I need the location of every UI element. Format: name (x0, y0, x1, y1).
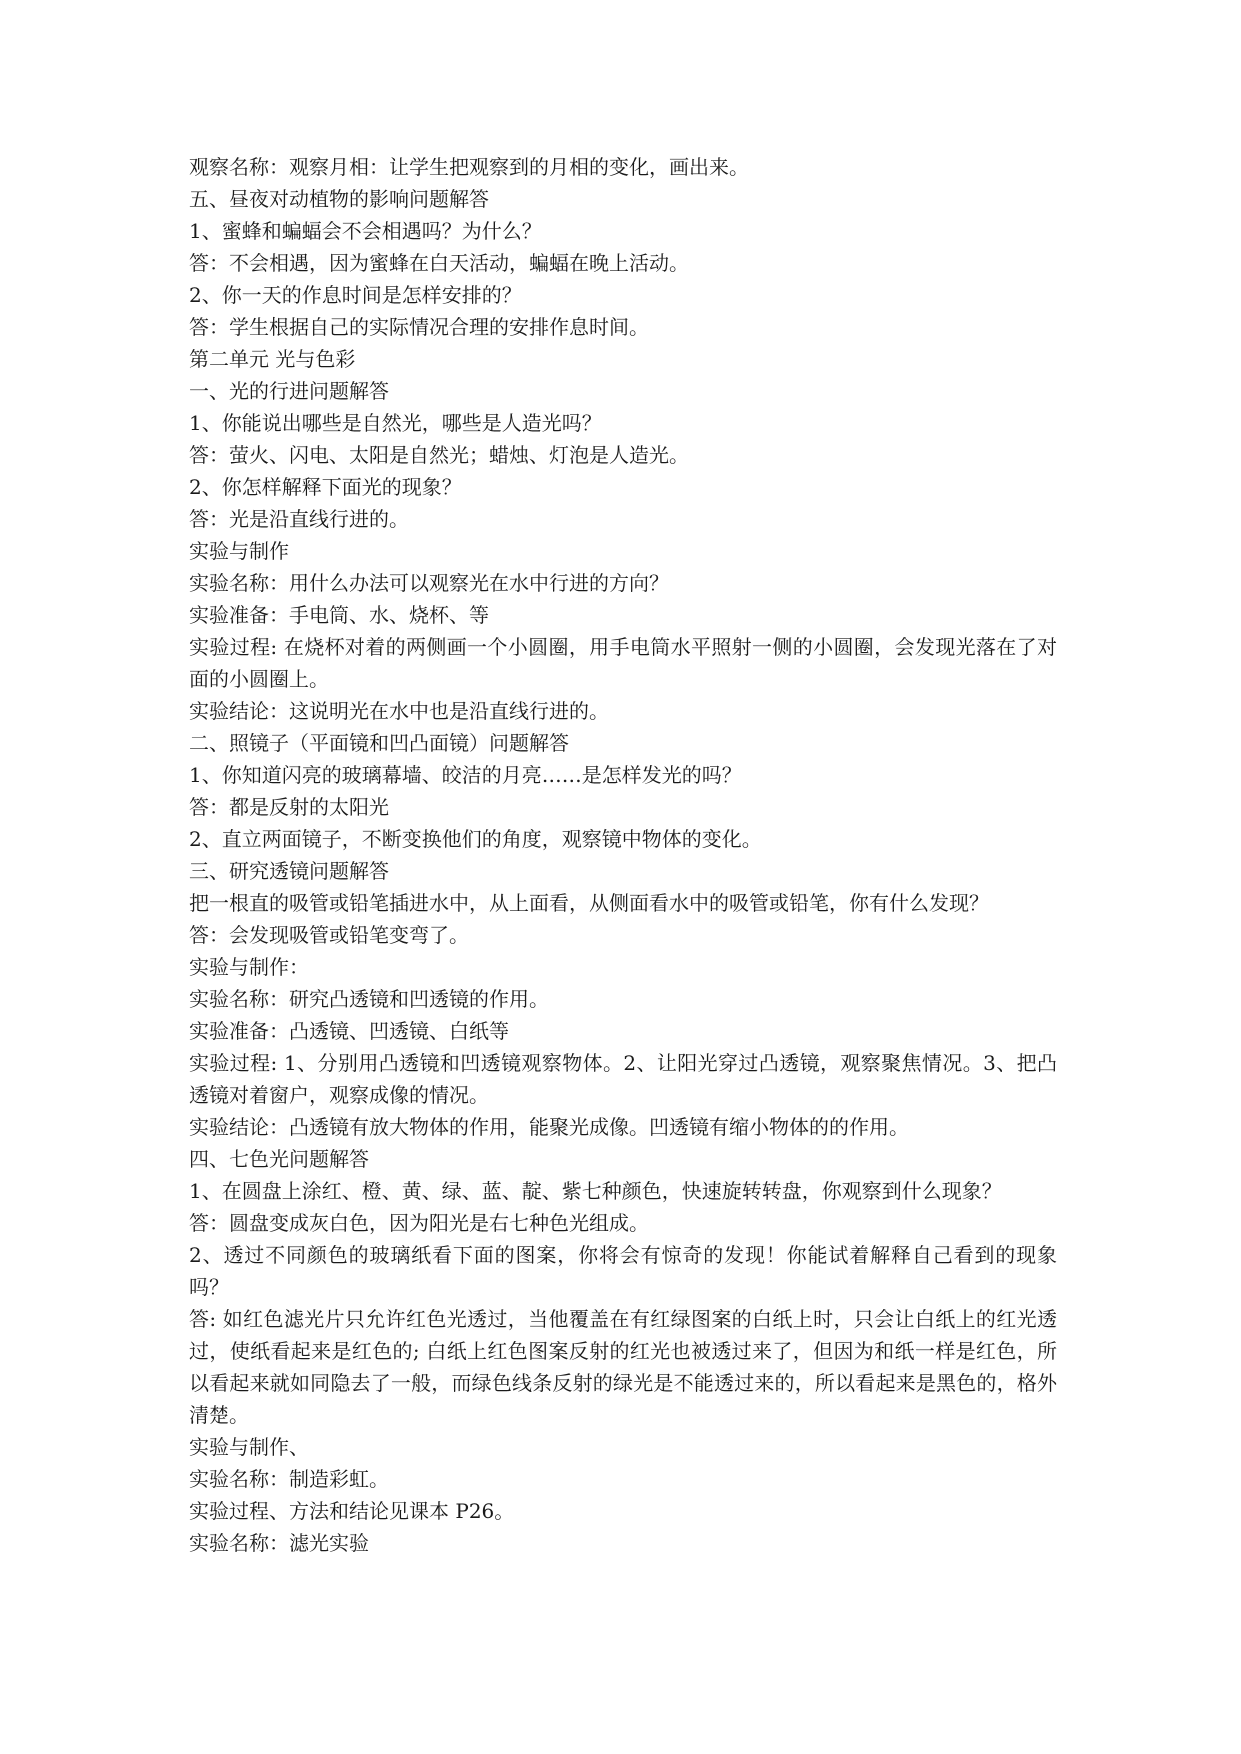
question-line: 把一根直的吸管或铅笔插进水中，从上面看，从侧面看水中的吸管或铅笔，你有什么发现？ (189, 891, 989, 915)
question-line: 2、你怎样解释下面光的现象？ (189, 475, 462, 499)
experiment-name: 实验名称：用什么办法可以观察光在水中行进的方向？ (189, 571, 669, 595)
text-line: 观察名称：观察月相：让学生把观察到的月相的变化，画出来。 (189, 155, 749, 179)
question-line: 1、在圆盘上涂红、橙、黄、绿、蓝、靛、紫七种颜色，快速旋转转盘，你观察到什么现象？ (189, 1179, 1002, 1203)
subsection-heading: 实验与制作： (189, 955, 309, 979)
section-heading: 四、七色光问题解答 (189, 1147, 369, 1171)
experiment-conclusion: 实验结论：凸透镜有放大物体的作用，能聚光成像。凹透镜有缩小物体的的作用。 (189, 1115, 909, 1139)
answer-line: 答：光是沿直线行进的。 (189, 507, 409, 531)
answer-line: 答：学生根据自己的实际情况合理的安排作息时间。 (189, 315, 649, 339)
experiment-name: 实验名称：滤光实验 (189, 1531, 369, 1555)
answer-line: 答：都是反射的太阳光 (189, 795, 389, 819)
subsection-heading: 实验与制作 (189, 539, 289, 563)
answer-line: 答：不会相遇，因为蜜蜂在白天活动，蝙蝠在晚上活动。 (189, 251, 689, 275)
experiment-process: 实验过程: 在烧杯对着的两侧画一个小圆圈，用手电筒水平照射一侧的小圆圈，会发现光落在了对面的小圆圈上。 (189, 635, 1057, 691)
answer-line: 答：会发现吸管或铅笔变弯了。 (189, 923, 469, 947)
section-heading: 二、照镜子（平面镜和凹凸面镜）问题解答 (189, 731, 569, 755)
experiment-prep: 实验准备：手电筒、水、烧杯、等 (189, 603, 489, 627)
section-heading: 三、研究透镜问题解答 (189, 859, 389, 883)
question-line: 1、你知道闪亮的玻璃幕墙、皎洁的月亮……是怎样发光的吗？ (189, 763, 742, 787)
answer-line: 答: 如红色滤光片只允许红色光透过，当他覆盖在有红绿图案的白纸上时，只会让白纸上的红光透过，使纸看起来是红色的; 白纸上红色图案反射的红光也被透过来了，但因为和纸一样是红色，所以看起来就如同隐去了一般，而绿色线条反射的绿光是不能透过来的，所以看起来是黑色的，格外清楚。 (189, 1307, 1057, 1427)
question-line: 2、透过不同颜色的玻璃纸看下面的图案，你将会有惊奇的发现！你能试着解释自己看到的现象吗？ (189, 1243, 1057, 1299)
text-line: 实验过程、方法和结论见课本 P26。 (189, 1499, 515, 1523)
answer-line: 答：萤火、闪电、太阳是自然光；蜡烛、灯泡是人造光。 (189, 443, 689, 467)
section-heading: 一、光的行进问题解答 (189, 379, 389, 403)
unit-heading: 第二单元 光与色彩 (189, 347, 356, 371)
experiment-name: 实验名称：制造彩虹。 (189, 1467, 389, 1491)
experiment-conclusion: 实验结论：这说明光在水中也是沿直线行进的。 (189, 699, 609, 723)
subsection-heading: 实验与制作、 (189, 1435, 309, 1459)
experiment-name: 实验名称：研究凸透镜和凹透镜的作用。 (189, 987, 549, 1011)
experiment-process: 实验过程: 1、分别用凸透镜和凹透镜观察物体。2、让阳光穿过凸透镜，观察聚焦情况。3、把凸透镜对着窗户，观察成像的情况。 (189, 1051, 1057, 1107)
section-heading: 五、昼夜对动植物的影响问题解答 (189, 187, 489, 211)
question-line: 1、蜜蜂和蝙蝠会不会相遇吗？为什么？ (189, 219, 542, 243)
question-line: 2、直立两面镜子，不断变换他们的角度，观察镜中物体的变化。 (189, 827, 762, 851)
experiment-prep: 实验准备：凸透镜、凹透镜、白纸等 (189, 1019, 509, 1043)
document-page (189, 151, 1057, 1559)
question-line: 2、你一天的作息时间是怎样安排的？ (189, 283, 522, 307)
answer-line: 答：圆盘变成灰白色，因为阳光是右七种色光组成。 (189, 1211, 649, 1235)
question-line: 1、你能说出哪些是自然光，哪些是人造光吗？ (189, 411, 602, 435)
